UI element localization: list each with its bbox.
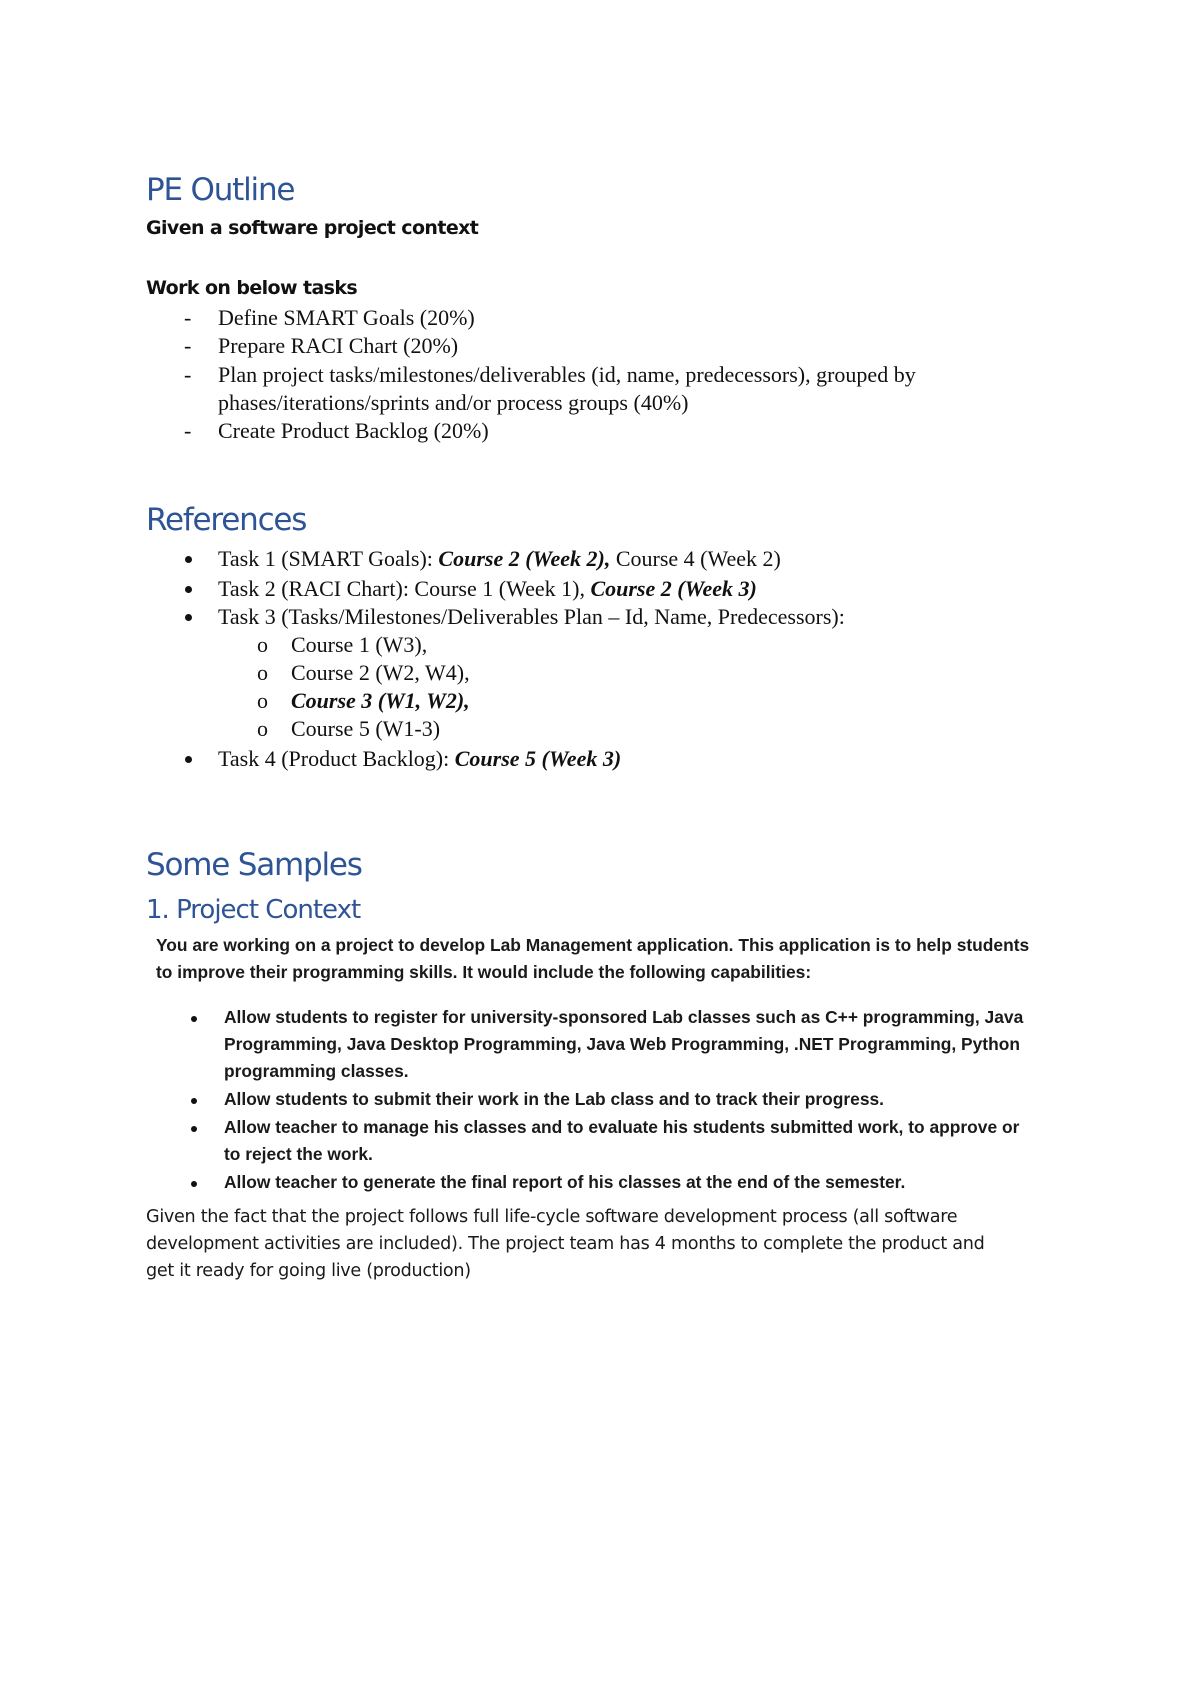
task-item: Plan project tasks/milestones/deliverables (id, name, predecessors), grouped by (218, 362, 916, 387)
bullet-icon (191, 1016, 197, 1022)
reference-item (218, 746, 621, 772)
capability-item: Allow teacher to manage his classes and to evaluate his students submitted work, to approve or (224, 1117, 1020, 1137)
references-heading: References (146, 502, 307, 538)
sub-bullet-icon: o (257, 716, 268, 741)
context-closing-line: Given the fact that the project follows full life-cycle software development process (all software (146, 1207, 958, 1227)
reference-subitem: Course 2 (W2, W4), (291, 660, 470, 685)
capability-item-continued: Programming, Java Desktop Programming, Java Web Programming, .NET Programming, Python (224, 1034, 1020, 1054)
capability-item: Allow students to submit their work in the Lab class and to track their progress. (224, 1089, 884, 1109)
task-item-continued: phases/iterations/sprints and/or process groups (40%) (218, 390, 689, 415)
reference-subitem (291, 688, 470, 714)
reference-emphasis: Course 5 (Week 3) (454, 746, 622, 771)
project-context-heading: 1. Project Context (146, 895, 361, 925)
task-item: Define SMART Goals (20%) (218, 305, 475, 330)
list-dash: - (184, 333, 192, 358)
capability-item-continued: to reject the work. (224, 1144, 373, 1164)
sub-bullet-icon: o (257, 660, 268, 685)
outline-heading: PE Outline (146, 172, 295, 208)
sub-bullet-icon: o (257, 688, 268, 713)
reference-item (218, 546, 781, 572)
bullet-icon (191, 1126, 197, 1132)
capability-item: Allow students to register for university-sponsored Lab classes such as C++ programming, Java (224, 1007, 1024, 1027)
bullet-icon (185, 586, 192, 593)
list-dash: - (184, 362, 192, 387)
bullet-icon (191, 1098, 197, 1104)
reference-text: Task 1 (SMART Goals): (218, 546, 439, 571)
context-intro-line: to improve their programming skills. It would include the following capabilities: (156, 962, 812, 982)
context-closing-line: get it ready for going live (production) (146, 1261, 471, 1281)
reference-item: Task 3 (Tasks/Milestones/Deliverables Plan – Id, Name, Predecessors): (218, 604, 845, 629)
reference-emphasis: Course 2 (Week 2), (438, 546, 611, 571)
reference-emphasis: Course 3 (W1, W2), (291, 688, 470, 713)
task-item: Create Product Backlog (20%) (218, 418, 489, 443)
bullet-icon (191, 1181, 197, 1187)
tasks-heading: Work on below tasks (146, 277, 358, 299)
reference-text: Task 2 (RACI Chart): Course 1 (Week 1), (218, 576, 591, 601)
reference-item (218, 576, 757, 602)
samples-heading: Some Samples (146, 847, 362, 883)
context-closing-line: development activities are included). The project team has 4 months to complete the product and (146, 1234, 985, 1254)
list-dash: - (184, 418, 192, 443)
reference-text: Task 4 (Product Backlog): (218, 746, 455, 771)
capability-item-continued: programming classes. (224, 1061, 409, 1081)
bullet-icon (185, 756, 192, 763)
sub-bullet-icon: o (257, 632, 268, 657)
reference-subitem: Course 5 (W1-3) (291, 716, 441, 741)
context-intro-line: You are working on a project to develop Lab Management application. This application is to help students (156, 935, 1030, 955)
capability-item: Allow teacher to generate the final report of his classes at the end of the semester. (224, 1172, 906, 1192)
reference-emphasis: Course 2 (Week 3) (590, 576, 757, 601)
outline-subtitle: Given a software project context (146, 217, 479, 239)
reference-text: Course 4 (Week 2) (610, 546, 781, 571)
bullet-icon (185, 614, 192, 621)
list-dash: - (184, 305, 192, 330)
bullet-icon (185, 556, 192, 563)
task-item: Prepare RACI Chart (20%) (218, 333, 459, 358)
reference-subitem: Course 1 (W3), (291, 632, 428, 657)
